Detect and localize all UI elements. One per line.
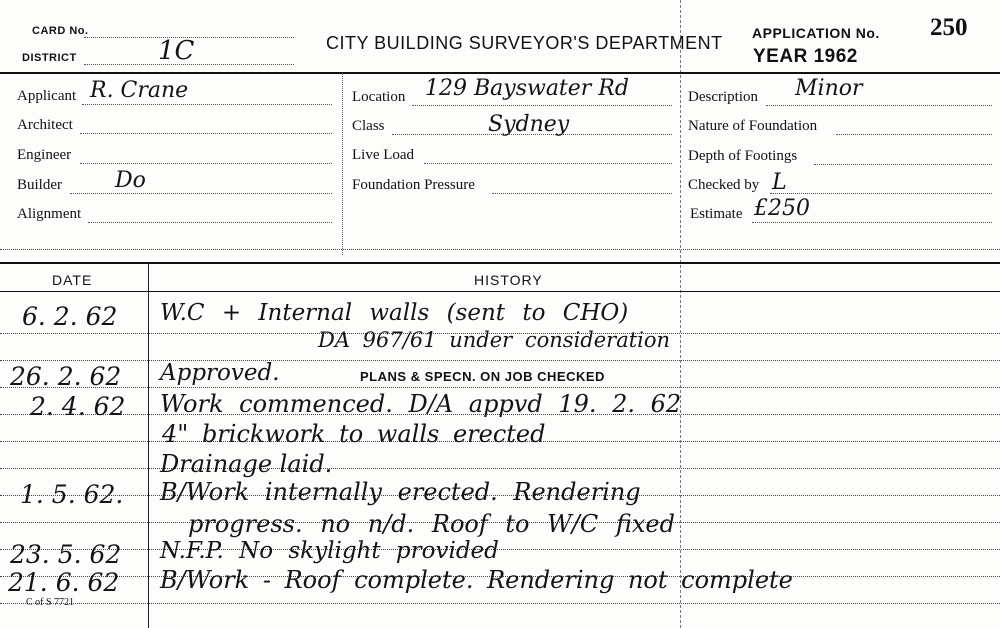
entry-date: 6. 2. 62 (22, 302, 118, 331)
entry-text: Approved. (160, 360, 280, 386)
entry-date: 23. 5. 62 (10, 540, 122, 569)
location-value: 129 Bayswater Rd (425, 76, 629, 101)
engineer-label: Engineer (17, 147, 72, 163)
district-label: DISTRICT (22, 52, 77, 64)
checked-by-value: L (772, 170, 787, 195)
ruled-line (0, 468, 1000, 469)
details-blank-line (0, 249, 1000, 250)
checked-line (770, 193, 992, 194)
entry-text: Work commenced. D/A appvd 19. 2. 62 (160, 390, 682, 418)
alignment-label: Alignment (17, 206, 82, 222)
description-value: Minor (795, 76, 863, 101)
live-load-label: Live Load (352, 147, 415, 163)
builder-value: Do (115, 168, 146, 193)
class-label: Class (352, 118, 385, 134)
estimate-line (752, 222, 992, 223)
date-header: DATE (52, 272, 93, 288)
date-column-divider (148, 263, 149, 628)
application-no-label: APPLICATION No. (752, 25, 880, 41)
location-label: Location (352, 89, 406, 105)
description-label: Description (688, 89, 758, 105)
ruled-line (0, 360, 1000, 361)
architect-label: Architect (17, 117, 73, 133)
nature-line (836, 134, 992, 135)
entry-text: W.C + Internal walls (sent to CHO) (160, 300, 629, 326)
stamp-text: PLANS & SPECN. ON JOB CHECKED (360, 369, 605, 384)
entry-text: N.F.P. No skylight provided (160, 538, 499, 564)
ruled-line (0, 603, 1000, 604)
depth-of-footings-label: Depth of Footings (688, 148, 798, 164)
entry-text: 4" brickwork to walls erected (162, 420, 546, 448)
live-load-line (424, 163, 672, 164)
ruled-line (0, 387, 1000, 388)
entry-text: Drainage laid. (160, 450, 333, 478)
class-value: Sydney (488, 112, 570, 137)
checked-by-label: Checked by (688, 177, 760, 193)
header-rule (0, 72, 1000, 74)
district-value: 1C (158, 36, 195, 66)
form-number: C of S 7721 (26, 597, 75, 608)
applicant-line (82, 104, 332, 105)
entry-date: 26. 2. 62 (10, 362, 122, 391)
applicant-value: R. Crane (90, 78, 189, 103)
alignment-line (88, 222, 332, 223)
history-header-rule (0, 291, 1000, 292)
engineer-line (80, 163, 332, 164)
entry-date: 2. 4. 62 (30, 392, 126, 421)
card-no-label: CARD No. (32, 25, 89, 37)
entry-text: DA 967/61 under consideration (318, 328, 671, 352)
details-bottom-rule (0, 262, 1000, 264)
builder-label: Builder (17, 177, 62, 193)
application-no-value: 250 (930, 14, 968, 41)
details-divider-1 (342, 73, 343, 255)
foundation-pressure-line (492, 193, 672, 194)
estimate-label: Estimate (690, 206, 743, 222)
entry-text: B/Work internally erected. Rendering (160, 478, 641, 506)
applicant-label: Applicant (17, 88, 77, 104)
entry-text: progress. no n/d. Roof to W/C fixed (188, 510, 675, 538)
entry-date: 1. 5. 62. (20, 480, 124, 509)
entry-date: 21. 6. 62 (8, 568, 120, 597)
description-line (766, 105, 992, 106)
architect-line (80, 133, 332, 134)
location-line (412, 105, 672, 106)
foundation-pressure-label: Foundation Pressure (352, 177, 475, 193)
estimate-value: £250 (754, 196, 810, 221)
year-label: YEAR 1962 (753, 46, 858, 67)
depth-line (814, 164, 992, 165)
history-header: HISTORY (474, 272, 543, 288)
right-margin-line (680, 0, 681, 628)
ruled-line (0, 549, 1000, 550)
department-title: CITY BUILDING SURVEYOR'S DEPARTMENT (326, 33, 723, 53)
nature-of-foundation-label: Nature of Foundation (688, 118, 818, 134)
entry-text: B/Work - Roof complete. Rendering not complete (160, 566, 793, 594)
builder-line (70, 193, 332, 194)
